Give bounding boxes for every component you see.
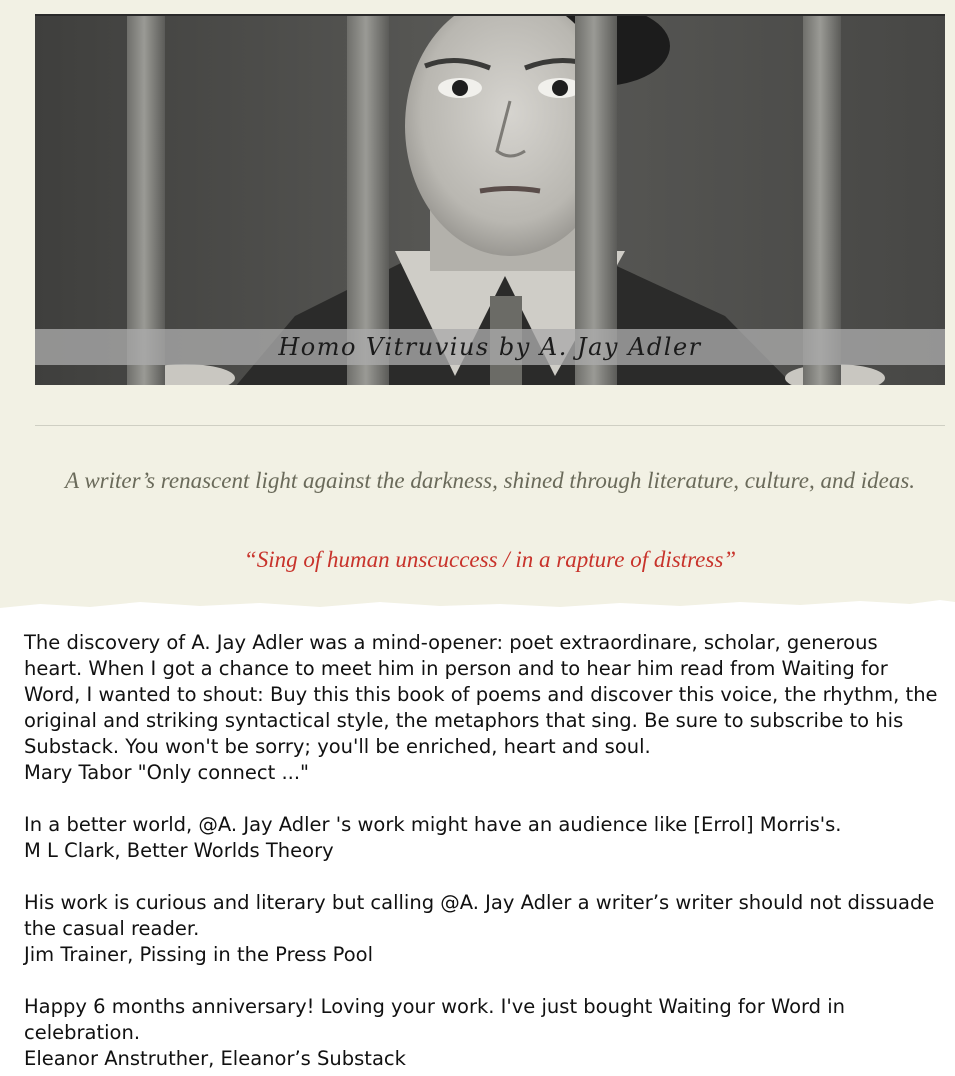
banner-caption-bar (35, 329, 945, 365)
testimonial-item (24, 994, 939, 1072)
testimonials-list (24, 630, 939, 1076)
divider (35, 425, 945, 426)
testimonial-author: Mary Tabor "Only connect ..." (24, 761, 310, 784)
testimonial-item (24, 630, 939, 786)
testimonial-author: Jim Trainer, Pissing in the Press Pool (24, 943, 374, 966)
header-banner (35, 14, 945, 385)
testimonial-item (24, 812, 939, 864)
site-tagline: A writer’s renascent light against the darkness, shined through literature, culture, and ideas. (64, 468, 916, 493)
testimonial-item (24, 890, 939, 968)
banner-caption: Homo Vitruvius by A. Jay Adler (278, 333, 702, 361)
testimonial-text: The discovery of A. Jay Adler was a mind-opener: poet extraordinare, scholar, generous heart. When I got a chance to meet him in person and to hear him read from Waiting for Word, I wanted to shout: Buy this this book of poems and discover this voice, the rhythm, the original and striking syntactical style, the metaphors that sing. Be sure to subscribe to his Substack. You won't be sorry; you'll be enriched, heart and soul. (24, 631, 938, 758)
testimonial-author: Eleanor Anstruther, Eleanor’s Substack (24, 1047, 406, 1070)
testimonial-author: M L Clark, Better Worlds Theory (24, 839, 334, 862)
testimonial-text: Happy 6 months anniversary! Loving your work. I've just bought Waiting for Word in celebration. (24, 995, 846, 1044)
testimonial-text: His work is curious and literary but calling @A. Jay Adler a writer’s writer should not dissuade the casual reader. (24, 891, 935, 940)
testimonial-text: In a better world, @A. Jay Adler 's work might have an audience like [Errol] Morris's. (24, 813, 842, 836)
featured-quote: “Sing of human unscuccess / in a rapture of distress” (243, 547, 737, 572)
